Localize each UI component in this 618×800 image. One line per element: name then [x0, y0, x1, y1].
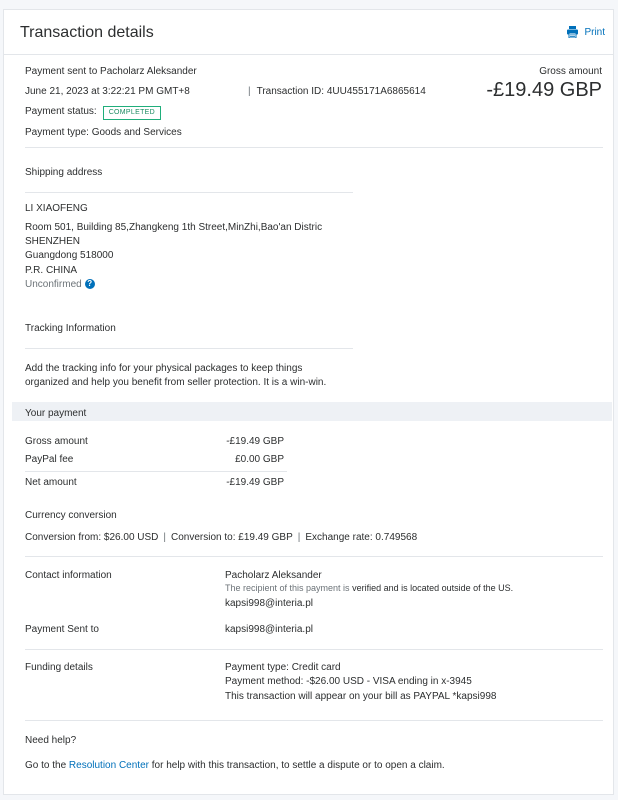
payment-sent-to-email: kapsi998@interia.pl: [225, 624, 313, 635]
transaction-details-card: [3, 9, 614, 795]
status-badge: COMPLETED: [103, 106, 161, 120]
gross-amount-label: Gross amount: [539, 66, 602, 77]
info-icon[interactable]: ?: [85, 279, 95, 289]
tracking-text-2: organized and help you benefit from seller protection. It is a win-win.: [25, 377, 327, 388]
tracking-divider: [25, 348, 353, 349]
funding-label: Funding details: [25, 662, 93, 673]
funding-method: Payment method: -$26.00 USD - VISA ending in x-3945: [225, 676, 472, 687]
gross-amount-value: -£19.49 GBP: [486, 79, 602, 101]
sent-to-divider: [25, 649, 603, 650]
shipping-heading: Shipping address: [25, 167, 103, 178]
summary-divider: [25, 147, 603, 148]
your-payment-band: [12, 402, 612, 421]
net-amount-label: Net amount: [25, 477, 77, 488]
contact-name: Pacholarz Aleksander: [225, 570, 322, 581]
print-button[interactable]: [567, 26, 605, 38]
currency-heading: Currency conversion: [25, 510, 117, 521]
header-divider: [4, 54, 613, 55]
net-divider: [25, 471, 287, 472]
tracking-heading: Tracking Information: [25, 323, 116, 334]
shipping-city: SHENZHEN: [25, 236, 81, 247]
help-text: Go to the Resolution Center for help with this transaction, to settle a dispute or to open a claim.: [25, 760, 445, 771]
address-status: Unconfirmed ?: [25, 279, 95, 290]
gross-amount-row-value: -£19.49 GBP: [226, 436, 284, 447]
shipping-province: Guangdong 518000: [25, 250, 114, 261]
shipping-line1: Room 501, Building 85,Zhangkeng 1th Street,MinZhi,Bao'an Distric: [25, 222, 323, 233]
payment-sent-to-text: Payment sent to Pacholarz Aleksander: [25, 66, 197, 77]
page-title: Transaction details: [20, 24, 154, 41]
tracking-text-1: Add the tracking info for your physical packages to keep things: [25, 363, 303, 374]
payment-sent-to-label: Payment Sent to: [25, 624, 99, 635]
resolution-center-link[interactable]: Resolution Center: [68, 760, 149, 771]
net-amount-value: -£19.49 GBP: [226, 477, 284, 488]
paypal-fee-value: £0.00 GBP: [235, 454, 284, 465]
contact-note: The recipient of this payment is verified and is located outside of the US.: [225, 583, 514, 593]
paypal-fee-label: PayPal fee: [25, 454, 74, 465]
funding-type: Payment type: Credit card: [225, 662, 341, 673]
contact-label: Contact information: [25, 570, 112, 581]
transaction-date: June 21, 2023 at 3:22:21 PM GMT+8: [25, 86, 190, 97]
shipping-name: LI XIAOFENG: [25, 203, 88, 214]
printer-icon: [567, 26, 578, 38]
funding-bill-note: This transaction will appear on your bill as PAYPAL *kapsi998: [225, 691, 497, 702]
conversion-line: Conversion from: $26.00 USD | Conversion to: £19.49 GBP | Exchange rate: 0.749568: [25, 532, 418, 543]
transaction-id: | Transaction ID: 4UU455171A6865614: [248, 86, 426, 97]
currency-divider: [25, 556, 603, 557]
payment-type: Payment type: Goods and Services: [25, 127, 182, 138]
contact-email: kapsi998@interia.pl: [225, 598, 313, 609]
shipping-divider: [25, 192, 353, 193]
payment-status-label: Payment status:: [25, 106, 97, 117]
your-payment-heading: Your payment: [25, 408, 87, 419]
funding-divider: [25, 720, 603, 721]
help-heading: Need help?: [25, 735, 77, 746]
print-label: Print: [584, 26, 605, 38]
gross-amount-row-label: Gross amount: [25, 436, 88, 447]
shipping-country: P.R. CHINA: [25, 265, 78, 276]
payment-status-row: [25, 106, 161, 120]
